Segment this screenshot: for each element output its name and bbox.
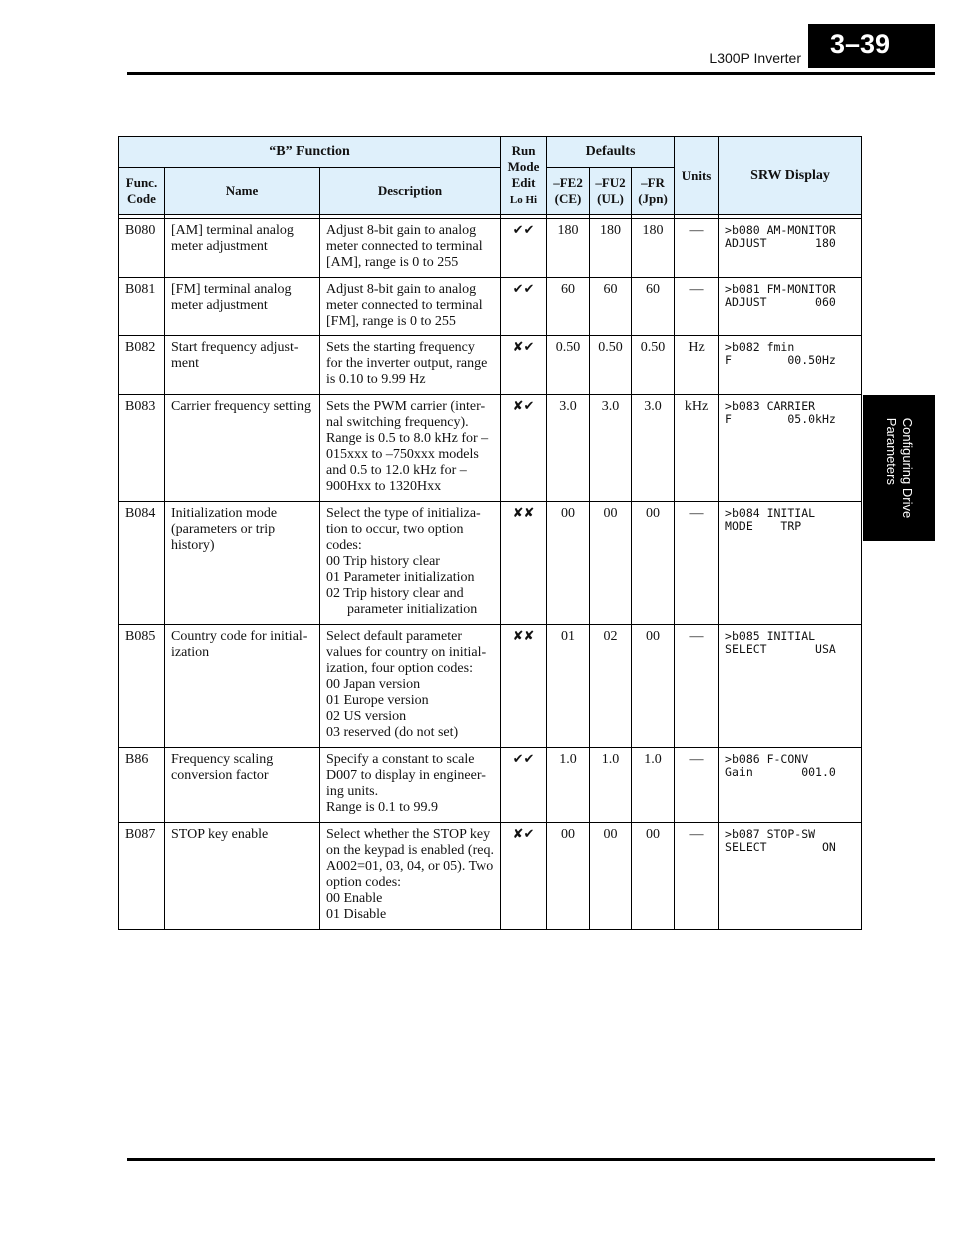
func-code: B86 — [119, 748, 165, 823]
option-code: 01 Parameter initialization — [326, 570, 475, 585]
param-description-cell — [320, 625, 501, 748]
units: — — [675, 219, 719, 278]
srw-line-2: Gain 001.0 — [725, 765, 836, 779]
default-fu2: 3.0 — [590, 395, 632, 502]
run-mode-edit-marks: ✘✔ — [501, 823, 547, 930]
param-description: Sets the PWM carrier (inter-nal switching frequency). Range is 0.5 to 8.0 kHz for –015xxx to –750xxx models and 0.5 to 12.0 kHz for –900Hxx to 1320Hxx — [320, 395, 501, 502]
srw-line-1: >b082 fmin — [725, 340, 795, 354]
default-fu2: 180 — [590, 219, 632, 278]
func-code: B080 — [119, 219, 165, 278]
units-header: Units — [675, 137, 719, 215]
param-description: Sets the starting frequency for the inverter output, range is 0.10 to 9.99 Hz — [320, 336, 501, 395]
default-fr: 0.50 — [632, 336, 675, 395]
srw-line-1: >b086 F-CONV — [725, 752, 809, 766]
srw-display-header: SRW Display — [719, 137, 862, 215]
table-row — [119, 278, 862, 336]
defaults-header: Defaults — [547, 137, 675, 168]
default-fe2: 01 — [547, 625, 590, 748]
param-description: Select whether the STOP key on the keypad is enabled (req. A002=01, 03, 04, or 05). Two option codes: — [326, 827, 494, 890]
param-name: Country code for initial-ization — [165, 625, 320, 748]
fu2-header: –FU2 (UL) — [590, 168, 632, 215]
srw-display — [719, 748, 862, 823]
param-description-range: Range is 0.1 to 99.9 — [326, 800, 438, 815]
header-title: L300P Inverter — [709, 50, 801, 66]
func-code: B082 — [119, 336, 165, 395]
run-mode-edit-marks: ✔✔ — [501, 278, 547, 336]
run-mode-edit-marks: ✘✔ — [501, 395, 547, 502]
header-rule — [127, 72, 935, 75]
side-tab-label — [883, 418, 915, 518]
srw-line-2: F 00.50Hz — [725, 353, 836, 367]
option-code: 00 Trip history clear — [326, 554, 440, 569]
srw-line-1: >b085 INITIAL — [725, 629, 816, 643]
default-fr: 00 — [632, 823, 675, 930]
srw-line-2: ADJUST 180 — [725, 236, 836, 250]
group-title: “B” Function — [119, 137, 501, 168]
units: — — [675, 278, 719, 336]
func-code: B085 — [119, 625, 165, 748]
option-code-continuation: parameter initialization — [347, 602, 478, 617]
srw-display — [719, 336, 862, 395]
page-number: 3–39 — [808, 24, 935, 68]
lo-hi-label: Lo Hi — [509, 194, 538, 206]
srw-line-2: ADJUST 060 — [725, 295, 836, 309]
run-mode-edit-marks: ✘✘ — [501, 502, 547, 625]
default-fu2: 60 — [590, 278, 632, 336]
table-row — [119, 625, 862, 748]
srw-display — [719, 823, 862, 930]
srw-line-2: F 05.0kHz — [725, 412, 836, 426]
side-tab-line-2: Parameters — [884, 417, 899, 485]
func-code: B081 — [119, 278, 165, 336]
default-fe2: 00 — [547, 502, 590, 625]
srw-line-1: >b080 AM-MONITOR — [725, 223, 836, 237]
default-fu2: 02 — [590, 625, 632, 748]
section-side-tab — [863, 395, 935, 541]
default-fr: 60 — [632, 278, 675, 336]
default-fe2: 180 — [547, 219, 590, 278]
units: kHz — [675, 395, 719, 502]
default-fu2: 00 — [590, 502, 632, 625]
srw-line-1: >b087 STOP-SW — [725, 827, 816, 841]
units: — — [675, 823, 719, 930]
footer-rule — [127, 1158, 935, 1161]
srw-display — [719, 395, 862, 502]
param-name: [AM] terminal analog meter adjustment — [165, 219, 320, 278]
units: Hz — [675, 336, 719, 395]
fr-header: –FR (Jpn) — [632, 168, 675, 215]
func-code: B084 — [119, 502, 165, 625]
param-description: Adjust 8-bit gain to analog meter connected to terminal [AM], range is 0 to 255 — [320, 219, 501, 278]
default-fe2: 00 — [547, 823, 590, 930]
description-header: Description — [320, 168, 501, 215]
option-code: 01 Disable — [326, 907, 387, 922]
param-name: Initialization mode (parameters or trip history) — [165, 502, 320, 625]
srw-display — [719, 278, 862, 336]
default-fr: 00 — [632, 502, 675, 625]
default-fr: 3.0 — [632, 395, 675, 502]
param-description-cell — [320, 748, 501, 823]
table-row — [119, 336, 862, 395]
run-mode-edit-header — [501, 137, 547, 215]
srw-line-2: MODE TRP — [725, 519, 802, 533]
fe2-header: –FE2 (CE) — [547, 168, 590, 215]
param-description: Select the type of initializa-tion to occur, two option codes: — [326, 506, 481, 553]
option-code: 01 Europe version — [326, 693, 429, 708]
func-code: B087 — [119, 823, 165, 930]
srw-line-2: SELECT USA — [725, 642, 836, 656]
param-description: Specify a constant to scale D007 to display in engineer-ing units. — [326, 752, 486, 799]
param-name: Start frequency adjust-ment — [165, 336, 320, 395]
option-code: 00 Enable — [326, 891, 383, 906]
option-code: 02 Trip history clear and — [326, 586, 464, 601]
run-mode-edit-marks: ✘✔ — [501, 336, 547, 395]
units: — — [675, 625, 719, 748]
srw-display — [719, 219, 862, 278]
func-code: B083 — [119, 395, 165, 502]
units: — — [675, 748, 719, 823]
table-row — [119, 823, 862, 930]
name-header: Name — [165, 168, 320, 215]
srw-display — [719, 502, 862, 625]
default-fu2: 1.0 — [590, 748, 632, 823]
srw-line-1: >b083 CARRIER — [725, 399, 816, 413]
run-mode-edit-marks: ✔✔ — [501, 748, 547, 823]
option-code: 00 Japan version — [326, 677, 421, 692]
srw-line-1: >b084 INITIAL — [725, 506, 816, 520]
default-fr: 1.0 — [632, 748, 675, 823]
param-description-cell — [320, 823, 501, 930]
param-name: Carrier frequency setting — [165, 395, 320, 502]
param-description: Select default parameter values for country on initial-ization, four option codes: — [326, 629, 487, 676]
run-mode-edit-marks: ✔✔ — [501, 219, 547, 278]
table-row — [119, 219, 862, 278]
param-description: Adjust 8-bit gain to analog meter connected to terminal [FM], range is 0 to 255 — [320, 278, 501, 336]
option-code: 03 reserved (do not set) — [326, 725, 459, 740]
default-fe2: 0.50 — [547, 336, 590, 395]
table-row — [119, 748, 862, 823]
run-mode-edit-marks: ✘✘ — [501, 625, 547, 748]
b-function-table — [118, 136, 862, 930]
param-name: Frequency scaling conversion factor — [165, 748, 320, 823]
default-fu2: 0.50 — [590, 336, 632, 395]
func-code-header: Func. Code — [119, 168, 165, 215]
srw-display — [719, 625, 862, 748]
default-fe2: 60 — [547, 278, 590, 336]
param-description-cell — [320, 502, 501, 625]
default-fr: 180 — [632, 219, 675, 278]
default-fe2: 3.0 — [547, 395, 590, 502]
srw-line-1: >b081 FM-MONITOR — [725, 282, 836, 296]
default-fe2: 1.0 — [547, 748, 590, 823]
default-fu2: 00 — [590, 823, 632, 930]
option-code: 02 US version — [326, 709, 407, 724]
side-tab-line-1: Configuring Drive — [900, 417, 915, 519]
srw-line-2: SELECT ON — [725, 840, 836, 854]
table-row — [119, 395, 862, 502]
table-row — [119, 502, 862, 625]
units: — — [675, 502, 719, 625]
param-name: STOP key enable — [165, 823, 320, 930]
default-fr: 00 — [632, 625, 675, 748]
run-mode-edit-label: Run Mode Edit — [507, 143, 540, 190]
param-name: [FM] terminal analog meter adjustment — [165, 278, 320, 336]
